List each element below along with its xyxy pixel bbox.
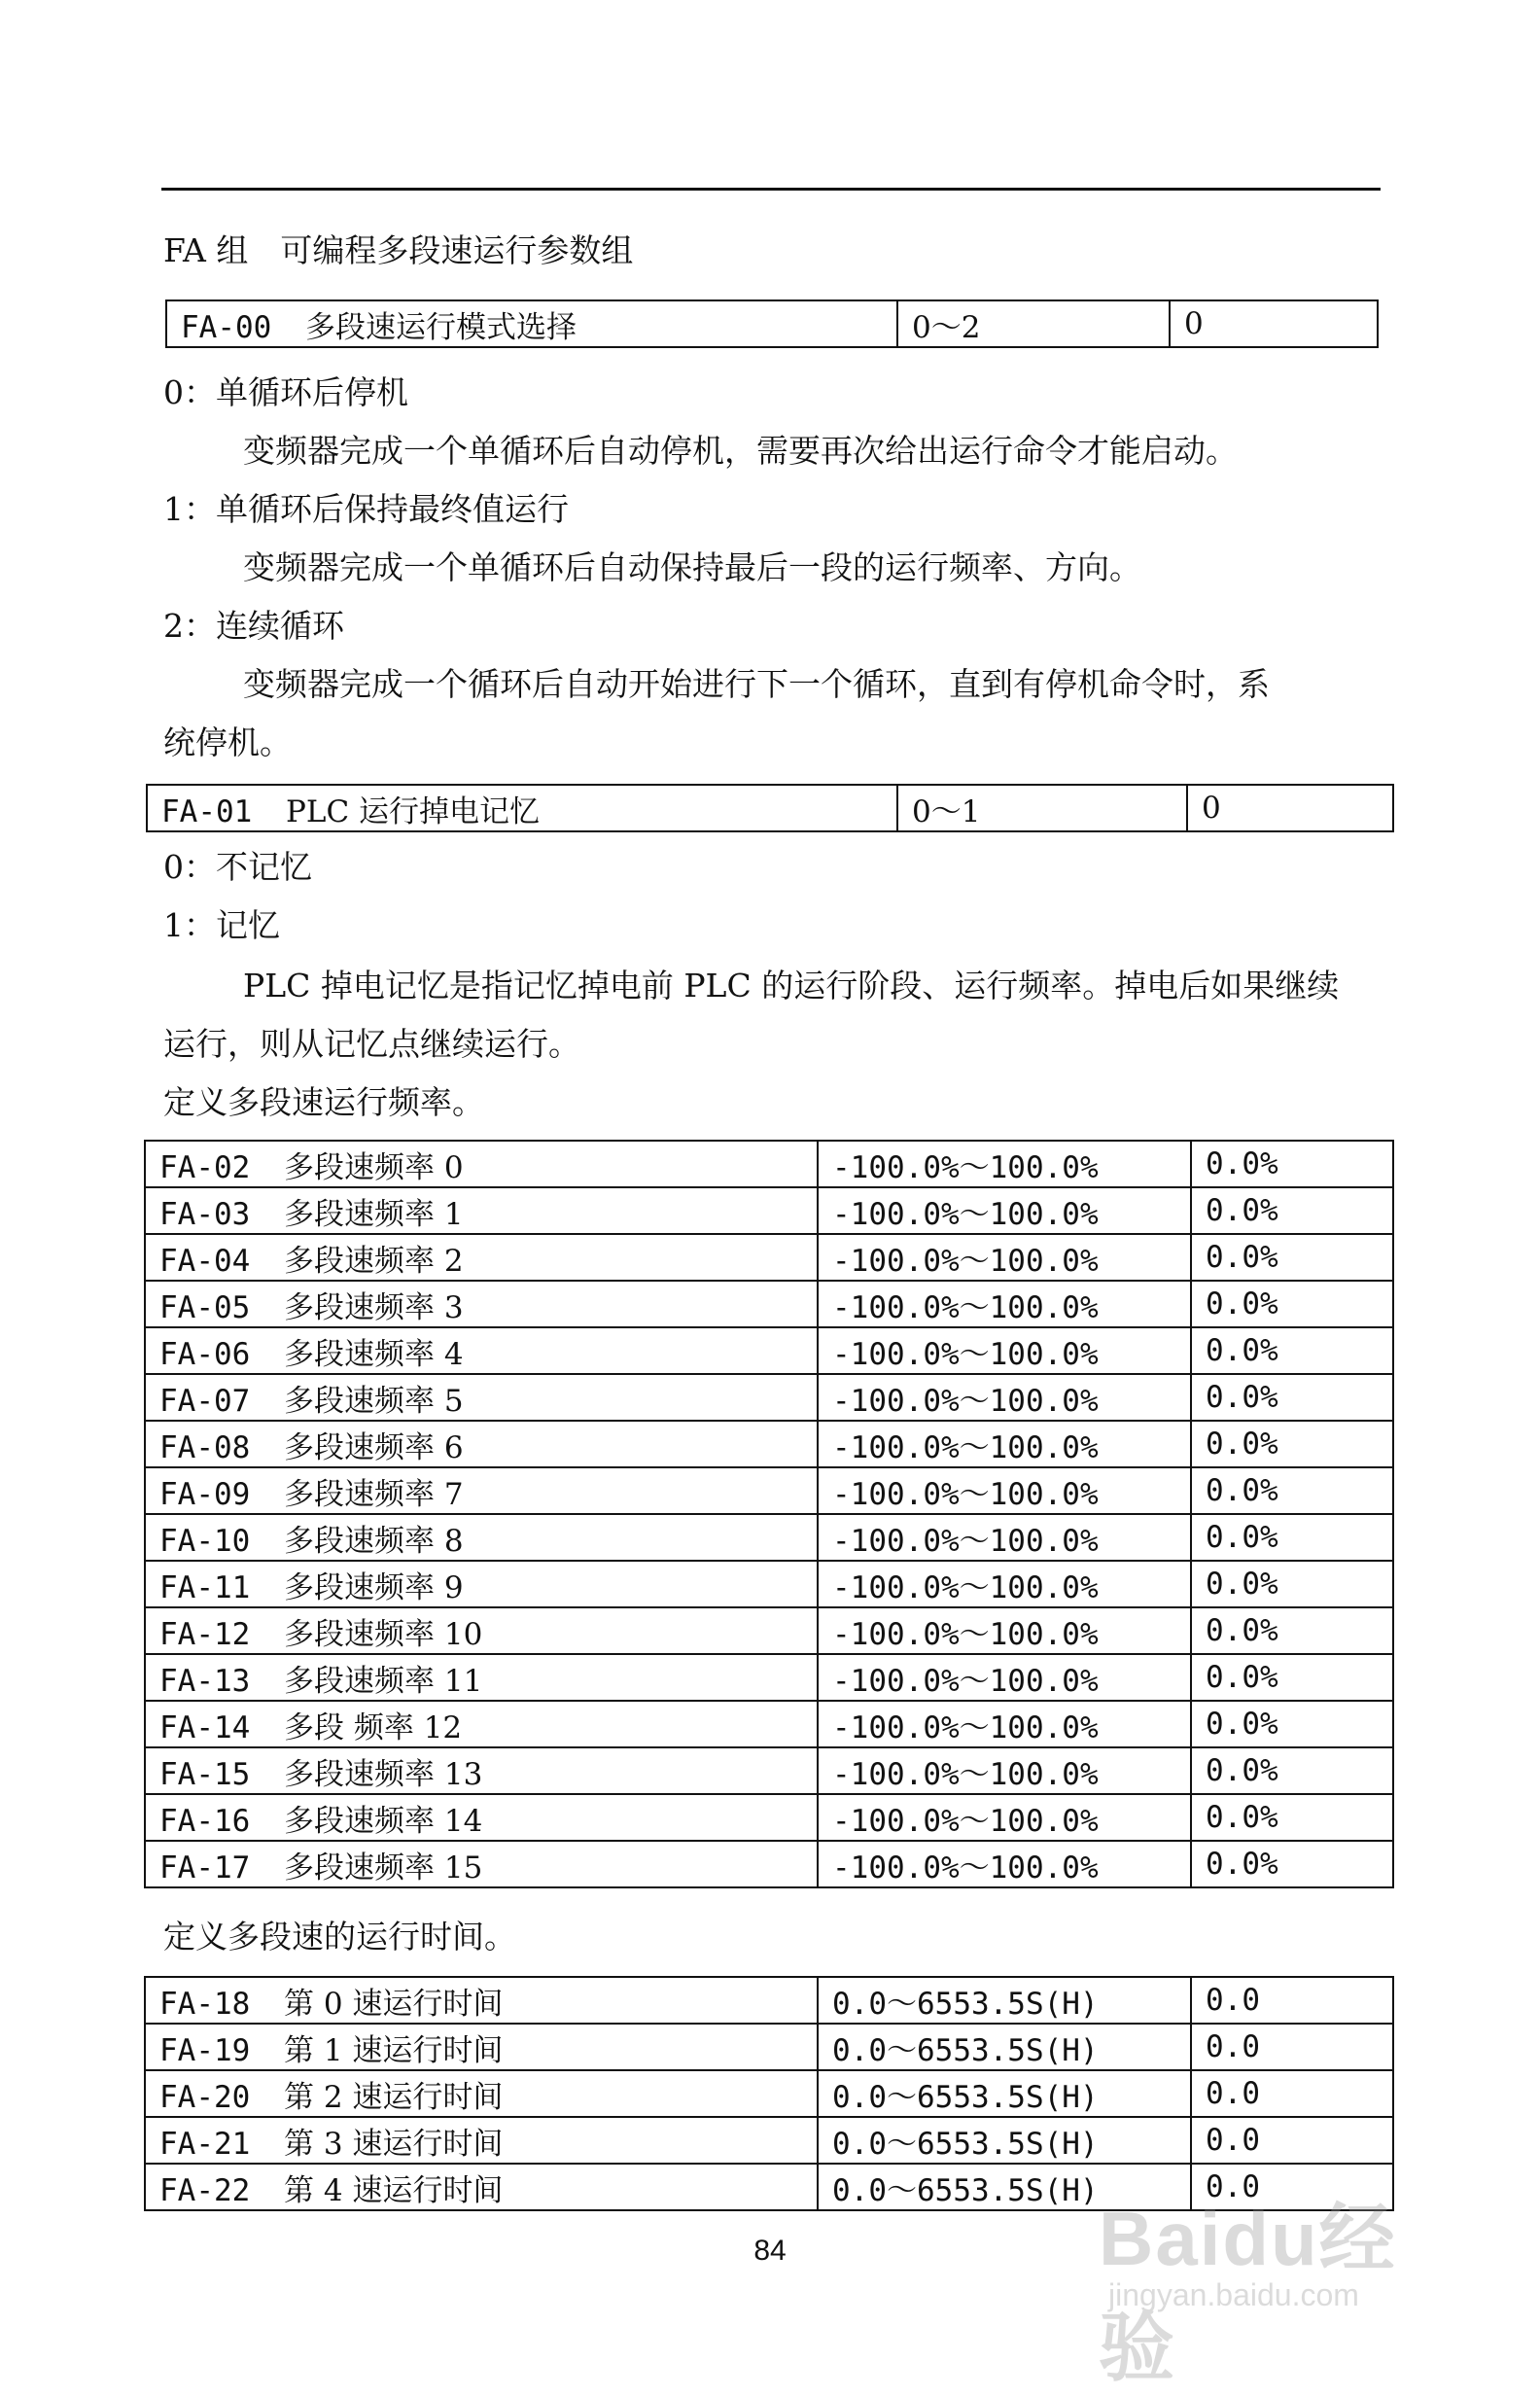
param-default: 0.0%: [1191, 1234, 1393, 1281]
param-range: 0.0～6553.5S(H): [818, 2164, 1191, 2210]
param-name: 第 1 速运行时间: [284, 2032, 504, 2068]
param-table-fa00: [165, 300, 1379, 348]
param-code: FA-12: [159, 1616, 251, 1652]
table-row: [145, 1514, 1393, 1561]
table-row: [145, 1141, 1393, 1187]
param-default: 0.0%: [1191, 1747, 1393, 1794]
param-name-cell: [147, 785, 897, 831]
param-code: FA-07: [159, 1383, 251, 1419]
param-range: -100.0%～100.0%: [818, 1514, 1191, 1561]
param-code: FA-04: [159, 1243, 251, 1279]
freq-intro: 定义多段速运行频率。: [163, 1083, 484, 1121]
param-default: 0.0%: [1191, 1561, 1393, 1607]
param-name-cell: [145, 1327, 818, 1374]
fa00-option-2: 2：连续循环: [163, 607, 344, 645]
header-rule: [161, 188, 1381, 191]
time-intro: 定义多段速的运行时间。: [163, 1918, 516, 1956]
param-name: 多段速频率 15: [284, 1850, 483, 1885]
param-range: -100.0%～100.0%: [818, 1467, 1191, 1514]
param-code: FA-09: [159, 1476, 251, 1512]
param-default: 0.0%: [1191, 1281, 1393, 1327]
param-name: 多段速频率 10: [284, 1616, 483, 1652]
param-default: 0.0%: [1191, 1421, 1393, 1467]
param-default: 0.0%: [1191, 1514, 1393, 1561]
param-name: PLC 运行掉电记忆: [286, 793, 541, 829]
param-name: 第 0 速运行时间: [284, 1986, 504, 2022]
param-range: 0.0～6553.5S(H): [818, 2024, 1191, 2070]
param-name-cell: [145, 1561, 818, 1607]
param-name: 多段速频率 4: [284, 1336, 464, 1372]
table-row: [145, 1607, 1393, 1654]
param-range: -100.0%～100.0%: [818, 1421, 1191, 1467]
table-row: [145, 1654, 1393, 1701]
fa00-option-1: 1：单循环后保持最终值运行: [163, 490, 569, 528]
param-name: 多段速频率 0: [284, 1149, 464, 1185]
param-name-cell: [145, 1514, 818, 1561]
param-code: FA-15: [159, 1756, 251, 1792]
fa00-option-2-text-cont: 统停机。: [163, 723, 292, 761]
param-default: 0.0: [1191, 2070, 1393, 2117]
param-code: FA-03: [159, 1196, 251, 1232]
param-name: 第 2 速运行时间: [284, 2079, 504, 2115]
param-name: 多段速频率 13: [284, 1756, 483, 1792]
param-default: 0: [1170, 300, 1378, 347]
table-row: [145, 1374, 1393, 1421]
param-name: 多段速频率 7: [284, 1476, 464, 1512]
param-code: FA-00: [181, 309, 272, 345]
param-name: 多段速频率 8: [284, 1523, 464, 1559]
table-row: [166, 300, 1378, 347]
table-row: [145, 1747, 1393, 1794]
param-range: -100.0%～100.0%: [818, 1374, 1191, 1421]
table-row: [145, 1281, 1393, 1327]
param-name-cell: [145, 2024, 818, 2070]
param-name-cell: [145, 1607, 818, 1654]
param-name-cell: [145, 2117, 818, 2164]
param-name-cell: [145, 1747, 818, 1794]
table-row: [145, 1234, 1393, 1281]
param-range: 0.0～6553.5S(H): [818, 1977, 1191, 2024]
param-code: FA-17: [159, 1850, 251, 1885]
param-code: FA-13: [159, 1663, 251, 1699]
table-row: [145, 1841, 1393, 1887]
param-range: -100.0%～100.0%: [818, 1561, 1191, 1607]
fa00-option-1-text: 变频器完成一个单循环后自动保持最后一段的运行频率、方向。: [243, 548, 1141, 586]
param-name: 第 4 速运行时间: [284, 2172, 504, 2208]
param-code: FA-05: [159, 1289, 251, 1325]
param-default: 0.0%: [1191, 1187, 1393, 1234]
param-code: FA-01: [161, 793, 253, 829]
table-row: [145, 2117, 1393, 2164]
watermark-url: jingyan.baidu.com: [1108, 2277, 1359, 2312]
param-code: FA-22: [159, 2172, 251, 2208]
param-name-cell: [145, 2164, 818, 2210]
param-code: FA-02: [159, 1149, 251, 1185]
param-range: -100.0%～100.0%: [818, 1841, 1191, 1887]
table-row: [145, 1421, 1393, 1467]
param-default: 0.0: [1191, 2024, 1393, 2070]
param-name-cell: [145, 1701, 818, 1747]
param-default: 0.0%: [1191, 1374, 1393, 1421]
param-default: 0.0%: [1191, 1701, 1393, 1747]
param-default: 0.0: [1191, 1977, 1393, 2024]
param-name: 第 3 速运行时间: [284, 2126, 504, 2162]
watermark-logo: Baidu经验: [1099, 2196, 1397, 2390]
table-row: [145, 1701, 1393, 1747]
param-name-cell: [166, 300, 897, 347]
param-name-cell: [145, 1841, 818, 1887]
param-name-cell: [145, 2070, 818, 2117]
param-code: FA-06: [159, 1336, 251, 1372]
table-row: [145, 2070, 1393, 2117]
table-row: [145, 1561, 1393, 1607]
param-code: FA-19: [159, 2032, 251, 2068]
param-name-cell: [145, 1654, 818, 1701]
param-default: 0.0%: [1191, 1327, 1393, 1374]
section-title: FA 组 可编程多段速运行参数组: [163, 231, 634, 269]
param-name-cell: [145, 1281, 818, 1327]
param-default: 0.0%: [1191, 1607, 1393, 1654]
param-name-cell: [145, 1421, 818, 1467]
param-code: FA-10: [159, 1523, 251, 1559]
param-code: FA-11: [159, 1569, 251, 1605]
param-range: -100.0%～100.0%: [818, 1794, 1191, 1841]
param-range: -100.0%～100.0%: [818, 1234, 1191, 1281]
fa00-option-0: 0：单循环后停机: [163, 373, 408, 411]
param-range: 0.0～6553.5S(H): [818, 2117, 1191, 2164]
param-name-cell: [145, 1141, 818, 1187]
param-name-cell: [145, 1234, 818, 1281]
table-row: [147, 785, 1393, 831]
param-range: -100.0%～100.0%: [818, 1701, 1191, 1747]
param-code: FA-16: [159, 1803, 251, 1839]
param-name: 多段 频率 12: [284, 1709, 463, 1745]
param-code: FA-18: [159, 1986, 251, 2022]
param-name: 多段速频率 1: [284, 1196, 464, 1232]
param-default: 0.0%: [1191, 1841, 1393, 1887]
param-range: -100.0%～100.0%: [818, 1607, 1191, 1654]
param-name: 多段速频率 6: [284, 1429, 464, 1465]
fa00-option-2-text: 变频器完成一个循环后自动开始进行下一个循环，直到有停机命令时，系: [243, 665, 1270, 703]
param-range: -100.0%～100.0%: [818, 1281, 1191, 1327]
param-code: FA-08: [159, 1429, 251, 1465]
param-default: 0.0: [1191, 2117, 1393, 2164]
param-name: 多段速运行模式选择: [305, 309, 577, 345]
param-name: 多段速频率 2: [284, 1243, 464, 1279]
fa01-option-1: 1：记忆: [163, 906, 280, 944]
fa01-desc-line1: PLC 掉电记忆是指记忆掉电前 PLC 的运行阶段、运行频率。掉电后如果继续: [243, 967, 1340, 1004]
freq-param-table: [144, 1140, 1394, 1888]
param-name-cell: [145, 1187, 818, 1234]
baidu-watermark: [1079, 2168, 1439, 2390]
param-name: 多段速频率 5: [284, 1383, 464, 1419]
table-row: [145, 1794, 1393, 1841]
param-name: 多段速频率 14: [284, 1803, 483, 1839]
param-code: FA-20: [159, 2079, 251, 2115]
param-name-cell: [145, 1977, 818, 2024]
param-default: 0.0%: [1191, 1141, 1393, 1187]
param-default: 0.0%: [1191, 1794, 1393, 1841]
param-range: -100.0%～100.0%: [818, 1747, 1191, 1794]
page-number: 84: [753, 2235, 787, 2267]
param-default: 0.0%: [1191, 1654, 1393, 1701]
param-range: -100.0%～100.0%: [818, 1141, 1191, 1187]
table-row: [145, 1467, 1393, 1514]
param-range: 0～1: [897, 785, 1187, 831]
param-table-fa01: [146, 784, 1394, 832]
table-row: [145, 2024, 1393, 2070]
fa01-option-0: 0：不记忆: [163, 848, 312, 886]
table-row: [145, 1977, 1393, 2024]
table-row: [145, 1327, 1393, 1374]
param-name-cell: [145, 1374, 818, 1421]
table-row: [145, 1187, 1393, 1234]
param-default: 0.0: [1191, 2164, 1393, 2210]
param-range: 0.0～6553.5S(H): [818, 2070, 1191, 2117]
param-range: -100.0%～100.0%: [818, 1654, 1191, 1701]
param-name: 多段速频率 3: [284, 1289, 464, 1325]
param-range: 0～2: [897, 300, 1170, 347]
param-code: FA-21: [159, 2126, 251, 2162]
fa01-desc-line2: 运行，则从记忆点继续运行。: [163, 1025, 580, 1063]
param-default: 0.0%: [1191, 1467, 1393, 1514]
param-range: -100.0%～100.0%: [818, 1327, 1191, 1374]
param-name: 多段速频率 9: [284, 1569, 464, 1605]
param-name: 多段速频率 11: [284, 1663, 483, 1699]
param-name-cell: [145, 1467, 818, 1514]
param-default: 0: [1187, 785, 1393, 831]
fa00-option-0-text: 变频器完成一个单循环后自动停机，需要再次给出运行命令才能启动。: [243, 432, 1238, 470]
param-name-cell: [145, 1794, 818, 1841]
param-code: FA-14: [159, 1709, 251, 1745]
param-range: -100.0%～100.0%: [818, 1187, 1191, 1234]
